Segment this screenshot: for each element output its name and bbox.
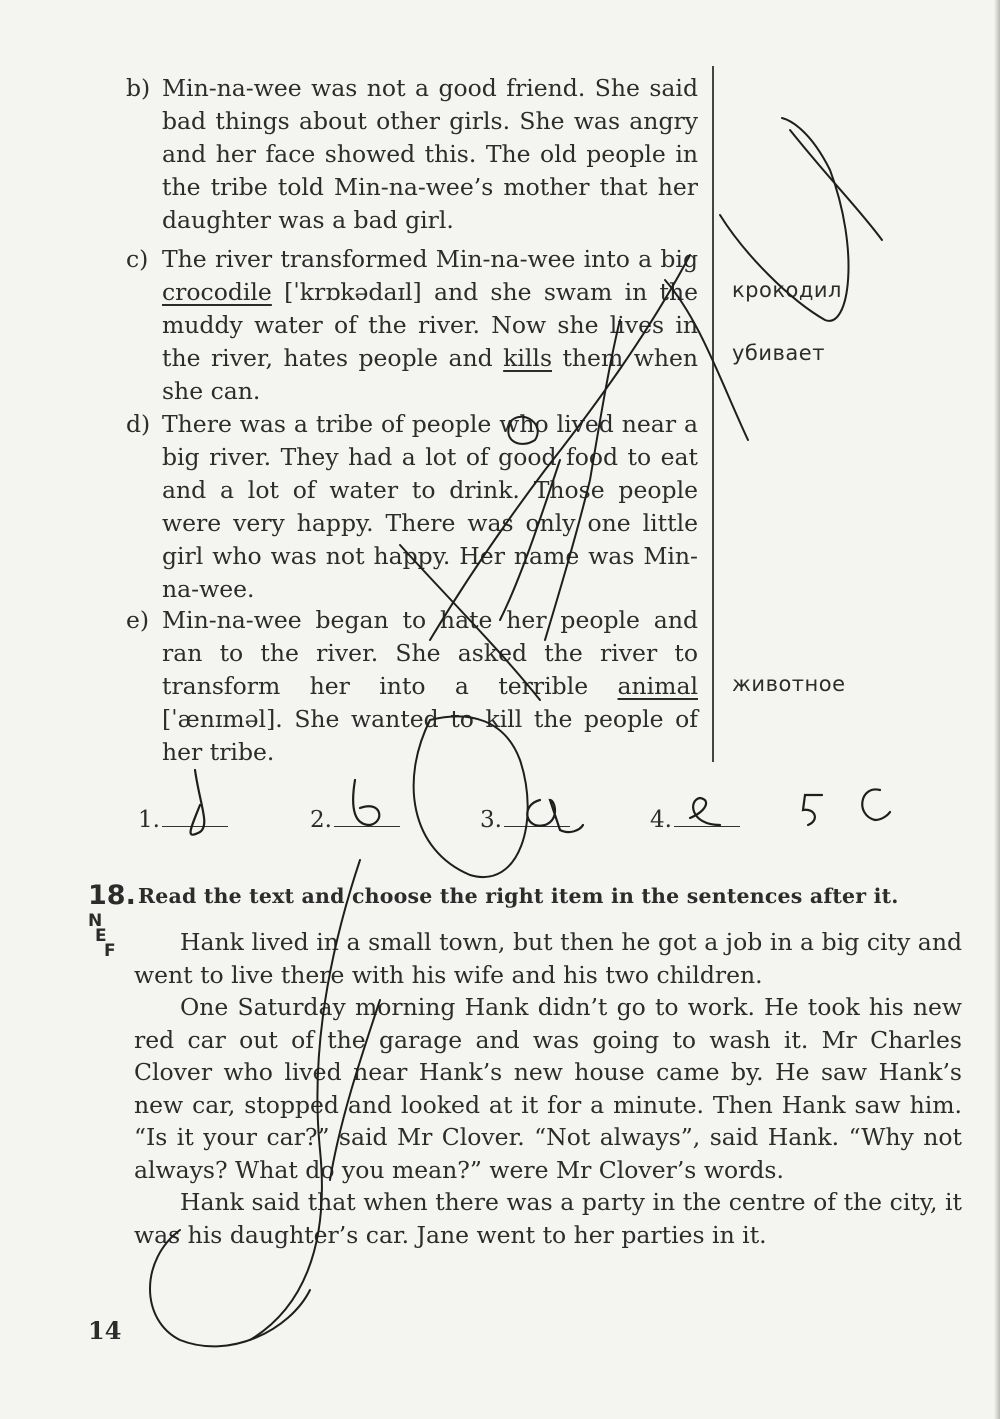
underlined-word-animal: animal: [617, 672, 698, 700]
handwritten-answer-2-text: [360, 800, 361, 801]
marker-letter: E: [95, 926, 107, 946]
answer-3: [480, 806, 570, 833]
item-d: [126, 408, 698, 606]
handwritten-answer-5-text: [860, 770, 862, 771]
glossary-divider: [712, 66, 714, 762]
answer-line: [334, 806, 400, 827]
answer-number: 2.: [310, 807, 332, 833]
item-label: e): [126, 606, 150, 634]
item-b: [126, 72, 698, 237]
handwritten-answer-5: [803, 795, 822, 825]
answer-line: [504, 806, 570, 827]
gloss-animal: животное: [732, 672, 846, 696]
page-number: 14: [88, 1316, 122, 1345]
gloss-crocodile: крокодил: [732, 278, 842, 302]
story-paragraph: One Saturday morning Hank didn’t go to work. He took his new red car out of the garage and was going to wash it. Mr Charles Clover who lived near Hank’s new house came by. He saw Hank’s new car, stopped and looked at it for a minute. Then Hank saw him. “Is it your car?” said Mr Clover. “Not always”, said Hank. “Why not always? What do you mean?” were Mr Clover’s words.: [134, 993, 962, 1184]
exercise-instruction: Read the text and choose the right item in the sentences after it.: [138, 884, 899, 908]
handwritten-answer-c: [862, 789, 890, 820]
answer-1: [138, 806, 228, 833]
nef-marker: [88, 911, 116, 961]
item-label: b): [126, 74, 151, 102]
answer-number: 4.: [650, 807, 672, 833]
answer-number: 3.: [480, 807, 502, 833]
answer-2: [310, 806, 400, 833]
story-paragraph: Hank said that when there was a party in the centre of the city, it was his daughter’s car. Jane went to her parties in it.: [134, 1188, 962, 1249]
item-text-part: [ˈænɪməl]. She wanted to kill the people of her tribe.: [162, 705, 698, 766]
answer-line: [674, 806, 740, 827]
item-text-part: them when she can.: [162, 344, 698, 405]
handwritten-answer-4-text: [700, 800, 701, 801]
exercise-number: 18.: [88, 880, 136, 911]
handwritten-answer-1-text: [188, 800, 189, 801]
item-text-part: [ˈkrɒkədaɪl] and she swam in the muddy water of the river. Now she lives in the river, hates people and: [162, 278, 698, 372]
page-edge-shadow: [994, 0, 1000, 1419]
marker-letter: F: [104, 941, 116, 961]
item-text: There was a tribe of people who lived near a big river. They had a lot of good food to eat and a lot of water to drink. Those people were very happy. There was only one little girl who was not happy. Her name was Min-na-wee.: [162, 410, 698, 603]
pencil-check-stroke: [790, 130, 882, 240]
item-label: d): [126, 410, 151, 438]
answer-line: [162, 806, 228, 827]
item-text: Min-na-wee was not a good friend. She said bad things about other girls. She was angry and her face showed this. The old people in the tribe told Min-na-wee’s mother that her daughter was a bad girl.: [162, 74, 698, 234]
item-text-part: Min-na-wee began to hate her people and ran to the river. She asked the river to transform her into a terrible: [162, 606, 698, 700]
marker-letter: N: [88, 911, 103, 931]
handwritten-answer-3-text: [530, 800, 531, 801]
item-e: [126, 604, 698, 769]
underlined-word-crocodile: crocodile: [162, 278, 272, 306]
story-paragraph: Hank lived in a small town, but then he got a job in a big city and went to live there with his wife and his two children.: [134, 928, 962, 989]
item-text-part: The river transformed Min-na-wee into a big: [162, 245, 698, 273]
gloss-kills: убивает: [732, 341, 825, 365]
item-c: [126, 243, 698, 408]
answer-number: 1.: [138, 807, 160, 833]
handwritten-answer-text: [0, 0, 1, 1]
story-text: [134, 926, 962, 1251]
item-label: c): [126, 245, 149, 273]
underlined-word-kills: kills: [503, 344, 553, 372]
answer-4: [650, 806, 740, 833]
